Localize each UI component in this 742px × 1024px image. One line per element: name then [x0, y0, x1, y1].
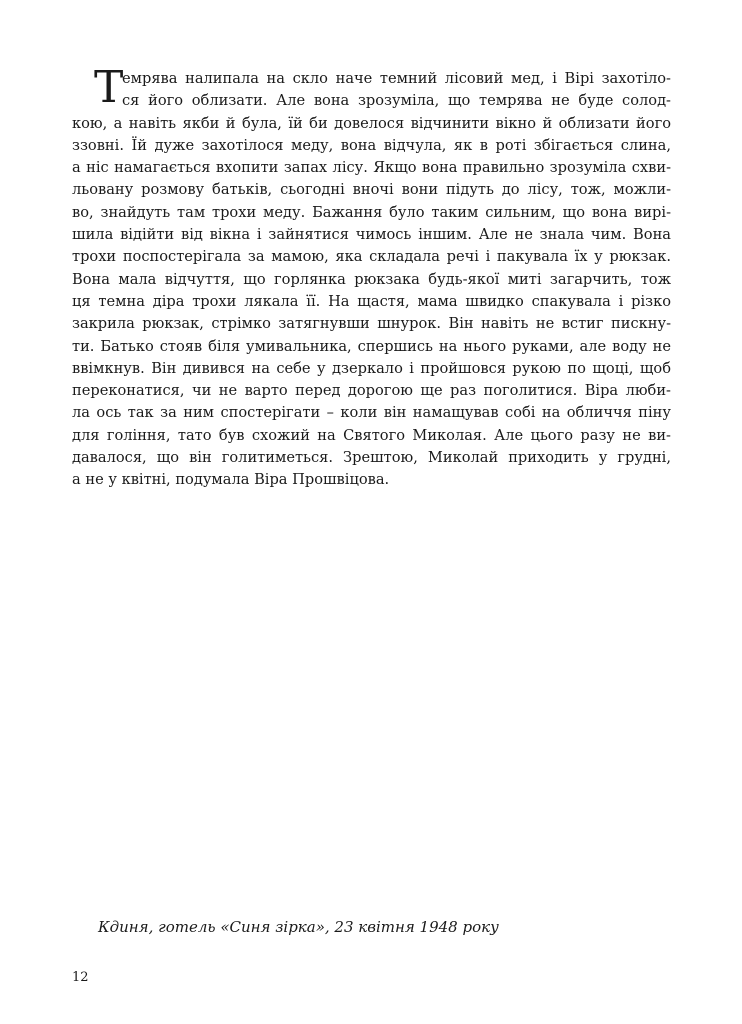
- text-line: для гоління, тато був схожий на Святого Миколая. Але цього разу не ви-: [72, 426, 671, 444]
- text-line: а ніс намагається вхопити запах лісу. Якщо вона правильно зрозуміла схви-: [72, 159, 671, 177]
- text-line: закрила рюкзак, стрімко затягнувши шнурок. Він навіть не встиг пискну-: [72, 315, 671, 333]
- text-line: ця темна діра трохи лякала її. На щастя, мама швидко спакувала і різко: [72, 292, 671, 310]
- text-line: давалося, що він голитиметься. Зрештою, Миколай приходить у грудні,: [72, 449, 671, 467]
- text-line: ла ось так за ним спостерігати – коли він намащував собі на обличчя піну: [72, 404, 671, 422]
- text-line: а не у квітні, подумала Віра Прошвіцова.: [72, 471, 390, 489]
- text-line: трохи поспостерігала за мамою, яка складала речі і пакувала їх у рюкзак.: [72, 248, 671, 266]
- text-line: шила відійти від вікна і зайнятися чимось іншим. Але не знала чим. Вона: [72, 226, 671, 244]
- text-line: ввімкнув. Він дивився на себе у дзеркало і пройшовся рукою по щоці, щоб: [72, 359, 671, 377]
- body-paragraph: [72, 62, 671, 492]
- text-line: льовану розмову батьків, сьогодні вночі вони підуть до лісу, тож, можли-: [72, 181, 671, 199]
- drop-cap: Т: [94, 62, 124, 113]
- text-line: емрява налипала на скло наче темний лісовий мед, і Вірі захотіло-: [122, 70, 671, 87]
- text-line: кою, а навіть якби й була, їй би довелося відчинити вікно й облизати його: [72, 114, 671, 132]
- location-date-caption: Кдиня, готель «Синя зірка», 23 квітня 1948 року: [98, 918, 499, 936]
- text-line: ся його облизати. Але вона зрозуміла, що темрява не буде солод-: [122, 92, 671, 110]
- text-line: ти. Батько стояв біля умивальника, спершись на нього руками, але воду не: [72, 337, 671, 355]
- page-number: 12: [72, 970, 89, 985]
- text-line: переконатися, чи не варто перед дорогою ще раз поголитися. Віра люби-: [72, 382, 671, 400]
- text-line: во, знайдуть там трохи меду. Бажання було таким сильним, що вона вирі-: [72, 203, 671, 221]
- text-line: ззовні. Їй дуже захотілося меду, вона відчула, як в роті збігається слина,: [72, 136, 671, 154]
- text-line: Вона мала відчуття, що горлянка рюкзака будь-якої миті загарчить, тож: [72, 270, 671, 288]
